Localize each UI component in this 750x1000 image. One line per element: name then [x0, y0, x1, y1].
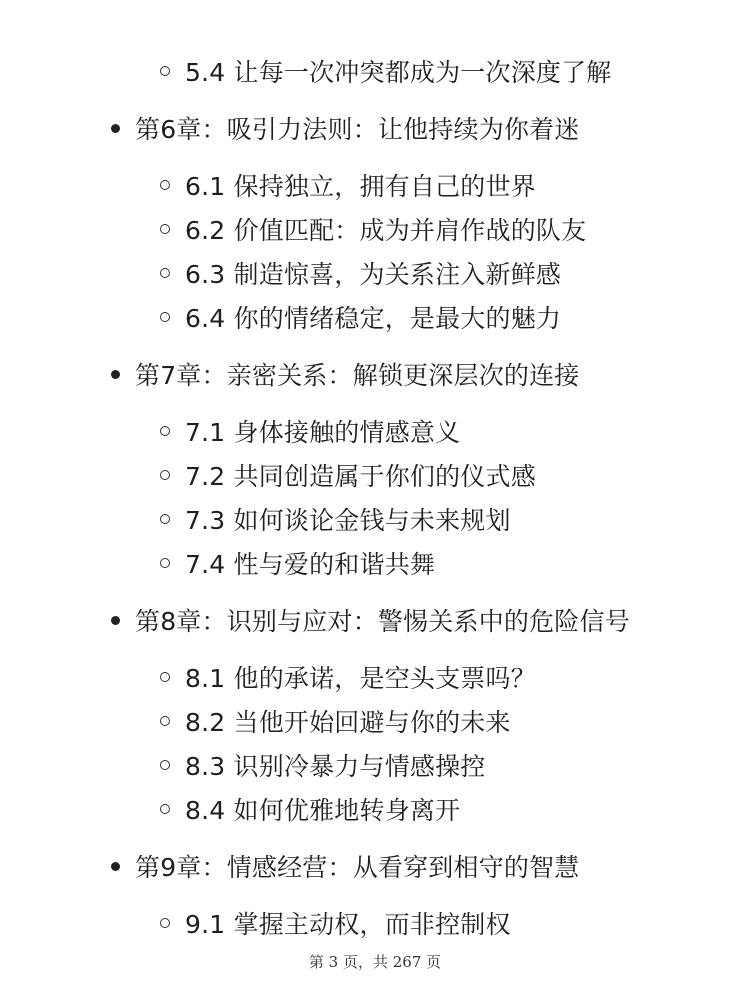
outline-chapter-item-label: 第6章：吸引力法则：让他持续为你着迷 — [135, 115, 580, 144]
outline-sub-item-label: 6.3 制造惊喜，为关系注入新鲜感 — [185, 260, 562, 289]
circle-bullet-icon — [160, 180, 170, 190]
outline-sub-item-label: 8.4 如何优雅地转身离开 — [185, 796, 461, 825]
outline-sub-item — [160, 543, 435, 583]
outline-sub-item — [160, 209, 586, 249]
circle-bullet-icon — [160, 426, 170, 436]
disc-bullet-icon — [111, 124, 120, 133]
outline-sub-item-label: 9.1 掌握主动权，而非控制权 — [185, 910, 511, 939]
circle-bullet-icon — [160, 470, 170, 480]
page-number-footer: 第 3 页，共 267 页 — [308, 953, 442, 971]
circle-bullet-icon — [160, 804, 170, 814]
outline-sub-item — [160, 745, 486, 785]
circle-bullet-icon — [160, 224, 170, 234]
disc-bullet-icon — [111, 862, 120, 871]
outline-sub-item-label: 6.4 你的情绪稳定，是最大的魅力 — [185, 304, 562, 333]
circle-bullet-icon — [160, 760, 170, 770]
outline-sub-item — [160, 657, 536, 697]
outline-sub-item-label: 8.2 当他开始回避与你的未来 — [185, 708, 511, 737]
outline-sub-item-label: 7.1 身体接触的情感意义 — [185, 418, 461, 447]
outline-sub-item-label: 7.3 如何谈论金钱与未来规划 — [185, 506, 511, 535]
circle-bullet-icon — [160, 66, 170, 76]
circle-bullet-icon — [160, 268, 170, 278]
disc-bullet-icon — [111, 616, 120, 625]
outline-sub-item-label: 8.3 识别冷暴力与情感操控 — [185, 752, 486, 781]
outline-sub-item — [160, 297, 561, 337]
circle-bullet-icon — [160, 716, 170, 726]
outline-sub-item — [160, 701, 511, 741]
outline-sub-item-label: 7.2 共同创造属于你们的仪式感 — [185, 462, 536, 491]
outline-sub-item-label: 7.4 性与爱的和谐共舞 — [185, 550, 436, 579]
outline-sub-item-label: 8.1 他的承诺，是空头支票吗？ — [185, 664, 536, 693]
outline-chapter-item — [111, 354, 580, 394]
outline-sub-item — [160, 789, 460, 829]
outline-sub-item-label: 5.4 让每一次冲突都成为一次深度了解 — [185, 58, 612, 87]
outline-sub-item-label: 6.2 价值匹配：成为并肩作战的队友 — [185, 216, 587, 245]
outline-sub-item — [160, 499, 511, 539]
circle-bullet-icon — [160, 514, 170, 524]
outline-chapter-item-label: 第9章：情感经营：从看穿到相守的智慧 — [135, 853, 580, 882]
outline-sub-item — [160, 455, 536, 495]
outline-chapter-item — [111, 108, 580, 148]
circle-bullet-icon — [160, 918, 170, 928]
outline-chapter-item — [111, 846, 580, 886]
circle-bullet-icon — [160, 558, 170, 568]
outline-sub-item — [160, 253, 561, 293]
outline-sub-item-label: 6.1 保持独立，拥有自己的世界 — [185, 172, 536, 201]
outline-sub-item — [160, 903, 511, 943]
outline-chapter-item — [111, 600, 630, 640]
circle-bullet-icon — [160, 312, 170, 322]
outline-sub-item — [160, 411, 460, 451]
circle-bullet-icon — [160, 672, 170, 682]
outline-sub-item — [160, 165, 536, 205]
disc-bullet-icon — [111, 370, 120, 379]
outline-chapter-item-label: 第8章：识别与应对：警惕关系中的危险信号 — [135, 607, 630, 636]
outline-sub-item — [160, 51, 612, 91]
outline-chapter-item-label: 第7章：亲密关系：解锁更深层次的连接 — [135, 361, 580, 390]
